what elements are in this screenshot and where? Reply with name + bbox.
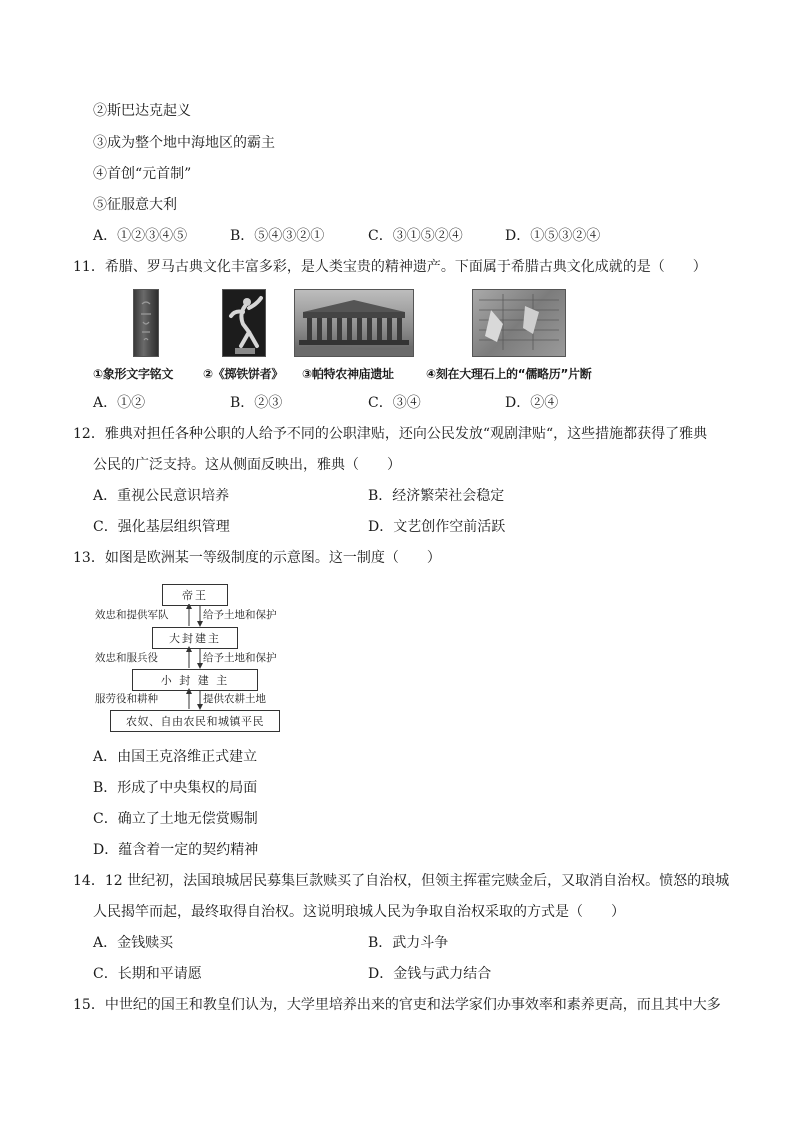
q12-stem-line-1: 12．雅典对担任各种公职的人给予不同的公职津贴，还向公民发放“观剧津贴“，这些措施都获得了雅典 (73, 426, 708, 442)
q13-option-c[interactable]: C．确立了土地无偿赏赐制 (93, 811, 258, 827)
q10-item-3: ③成为整个地中海地区的霸主 (93, 135, 275, 151)
q11-image-inscription (133, 289, 159, 357)
q10-item-2: ②斯巴达克起义 (93, 103, 191, 119)
q10-item-5: ⑤征服意大利 (93, 197, 177, 213)
q10-option-b[interactable]: B．⑤④③②① (230, 228, 325, 244)
q13-stem: 13．如图是欧洲某一等级制度的示意图。这一制度（ ） (73, 550, 441, 566)
q11-caption-1: ①象形文字铭文 (93, 367, 174, 381)
q12-option-d[interactable]: D．文艺创作空前活跃 (368, 519, 506, 535)
q10-option-c[interactable]: C．③①⑤②④ (368, 228, 463, 244)
q12-option-c[interactable]: C．强化基层组织管理 (93, 519, 230, 535)
diagram-level-peasants: 农奴、自由农民和城镇平民 (110, 710, 280, 732)
diagram-up-label-3: 服劳役和耕种 (95, 693, 158, 705)
hieroglyph-icon (134, 290, 158, 356)
q10-option-d[interactable]: D．①⑤③②④ (505, 228, 601, 244)
q14-stem-line-2: 人民揭竿而起，最终取得自治权。这说明琅城人民为争取自治权采取的方式是（ ） (93, 904, 625, 920)
q10-option-a[interactable]: A．①②③④⑤ (93, 228, 188, 244)
q14-option-a[interactable]: A．金钱赎买 (93, 935, 174, 951)
q11-caption-2: ②《掷铁饼者》 (203, 367, 284, 381)
q11-option-d[interactable]: D．②④ (505, 395, 559, 411)
diagram-down-label-2: 给予土地和保护 (203, 652, 277, 664)
q11-option-c[interactable]: C．③④ (368, 395, 421, 411)
q12-stem-line-2: 公民的广泛支持。这从侧面反映出，雅典（ ） (93, 457, 401, 473)
temple-icon (295, 290, 413, 356)
q14-option-c[interactable]: C．长期和平请愿 (93, 966, 202, 982)
q10-item-4: ④首创“元首制” (93, 166, 192, 182)
q14-stem-line-1: 14．12 世纪初，法国琅城居民募集巨款赎买了自治权，但领主挥霍完赎金后，又取消自治权。愤怒的琅城 (73, 873, 730, 889)
diagram-level-lesser-lords: 小 封 建 主 (132, 669, 258, 691)
diagram-up-label-1: 效忠和提供军队 (95, 609, 169, 621)
q14-option-b[interactable]: B．武力斗争 (368, 935, 449, 951)
q11-image-parthenon (294, 289, 414, 357)
diagram-down-label-1: 给予土地和保护 (203, 609, 277, 621)
q12-option-b[interactable]: B．经济繁荣社会稳定 (368, 488, 505, 504)
statue-icon (223, 290, 265, 356)
q11-option-a[interactable]: A．①② (93, 395, 146, 411)
q11-option-b[interactable]: B．②③ (230, 395, 283, 411)
q11-image-julian-calendar (472, 289, 566, 357)
q12-option-a[interactable]: A．重视公民意识培养 (93, 488, 230, 504)
q13-option-d[interactable]: D．蕴含着一定的契约精神 (93, 842, 259, 858)
diagram-level-emperor: 帝王 (162, 584, 228, 606)
stone-fragment-icon (473, 290, 565, 356)
diagram-level-great-lords: 大封建主 (152, 627, 238, 649)
q13-option-a[interactable]: A．由国王克洛维正式建立 (93, 749, 258, 765)
q11-stem: 11．希腊、罗马古典文化丰富多彩，是人类宝贵的精神遗产。下面属于希腊古典文化成就的是（ ） (73, 259, 707, 275)
q15-stem-line-1: 15．中世纪的国王和教皇们认为，大学里培养出来的官吏和法学家们办事效率和素养更高，而且其中大多 (73, 997, 721, 1013)
q11-caption-3: ③帕特农神庙遗址 (302, 367, 394, 381)
diagram-down-label-3: 提供农耕土地 (203, 693, 266, 705)
q14-option-d[interactable]: D．金钱与武力结合 (368, 966, 492, 982)
q13-option-b[interactable]: B．形成了中央集权的局面 (93, 780, 258, 796)
q11-caption-4: ④刻在大理石上的“儒略历”片断 (426, 367, 592, 381)
q11-image-discobolus (222, 289, 266, 357)
diagram-up-label-2: 效忠和服兵役 (95, 652, 158, 664)
